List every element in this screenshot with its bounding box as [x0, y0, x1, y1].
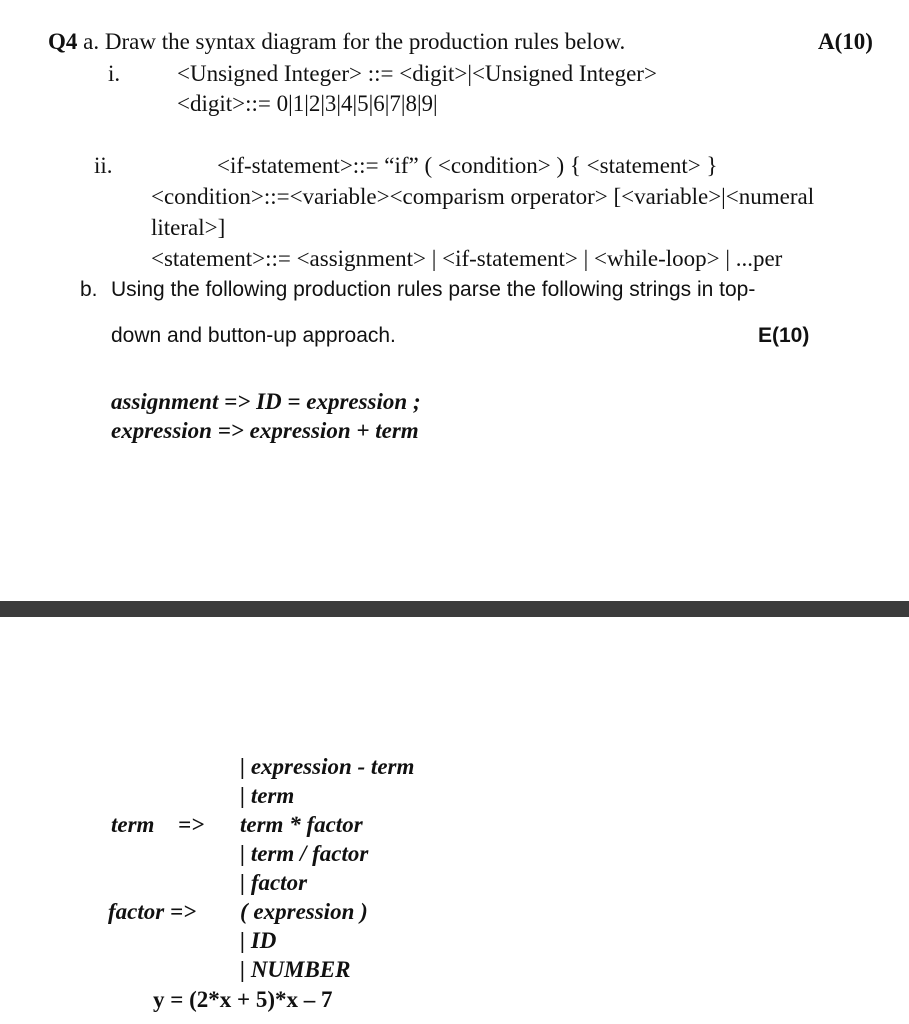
grammar-alt-term-div-factor: | term / factor	[240, 841, 369, 866]
grammar-alt-id: | ID	[240, 928, 277, 953]
grammar-rule-assignment: assignment => ID = expression ;	[111, 389, 421, 414]
part-b-text-line1: Using the following production rules parse the following strings in top-	[111, 278, 756, 301]
grammar-factor-rhs: ( expression )	[240, 899, 368, 924]
item-i-label: i.	[108, 61, 121, 86]
item-ii-line3: literal>]	[151, 215, 226, 240]
grammar-term-rhs: term * factor	[240, 812, 363, 837]
grammar-factor-lhs: factor =>	[108, 899, 197, 924]
item-ii-label: ii.	[94, 153, 113, 178]
item-ii-line2: <condition>::=<variable><comparism orperator> [<variable>|<numeral	[151, 184, 815, 209]
grammar-alt-expression-minus-term: | expression - term	[240, 754, 415, 779]
part-b-marks: E(10)	[758, 324, 810, 347]
target-string: y = (2*x + 5)*x – 7	[153, 987, 333, 1012]
part-a-label: a.	[83, 29, 100, 54]
part-b-label: b.	[80, 278, 98, 301]
part-b-text-line2: down and button-up approach.	[111, 324, 396, 347]
item-ii-line1: <if-statement>::= “if” ( <condition> ) { <statement> }	[217, 153, 718, 178]
grammar-alt-term: | term	[240, 783, 295, 808]
question-number: Q4	[48, 29, 78, 54]
item-ii-line4: <statement>::= <assignment> | <if-statement> | <while-loop> | ...per	[151, 246, 783, 271]
part-a-text: Draw the syntax diagram for the production rules below.	[104, 29, 626, 54]
part-a-marks: A(10)	[818, 29, 873, 54]
question-header	[48, 27, 625, 57]
grammar-term-arrow: =>	[178, 812, 205, 837]
grammar-alt-factor: | factor	[240, 870, 308, 895]
grammar-alt-number: | NUMBER	[240, 957, 351, 982]
item-i-line1: <Unsigned Integer> ::= <digit>|<Unsigned Integer>	[177, 61, 657, 86]
grammar-rule-expression: expression => expression + term	[111, 418, 419, 443]
item-i-line2: <digit>::= 0|1|2|3|4|5|6|7|8|9|	[177, 91, 438, 116]
grammar-term-lhs: term	[111, 812, 155, 837]
section-divider	[0, 601, 909, 617]
